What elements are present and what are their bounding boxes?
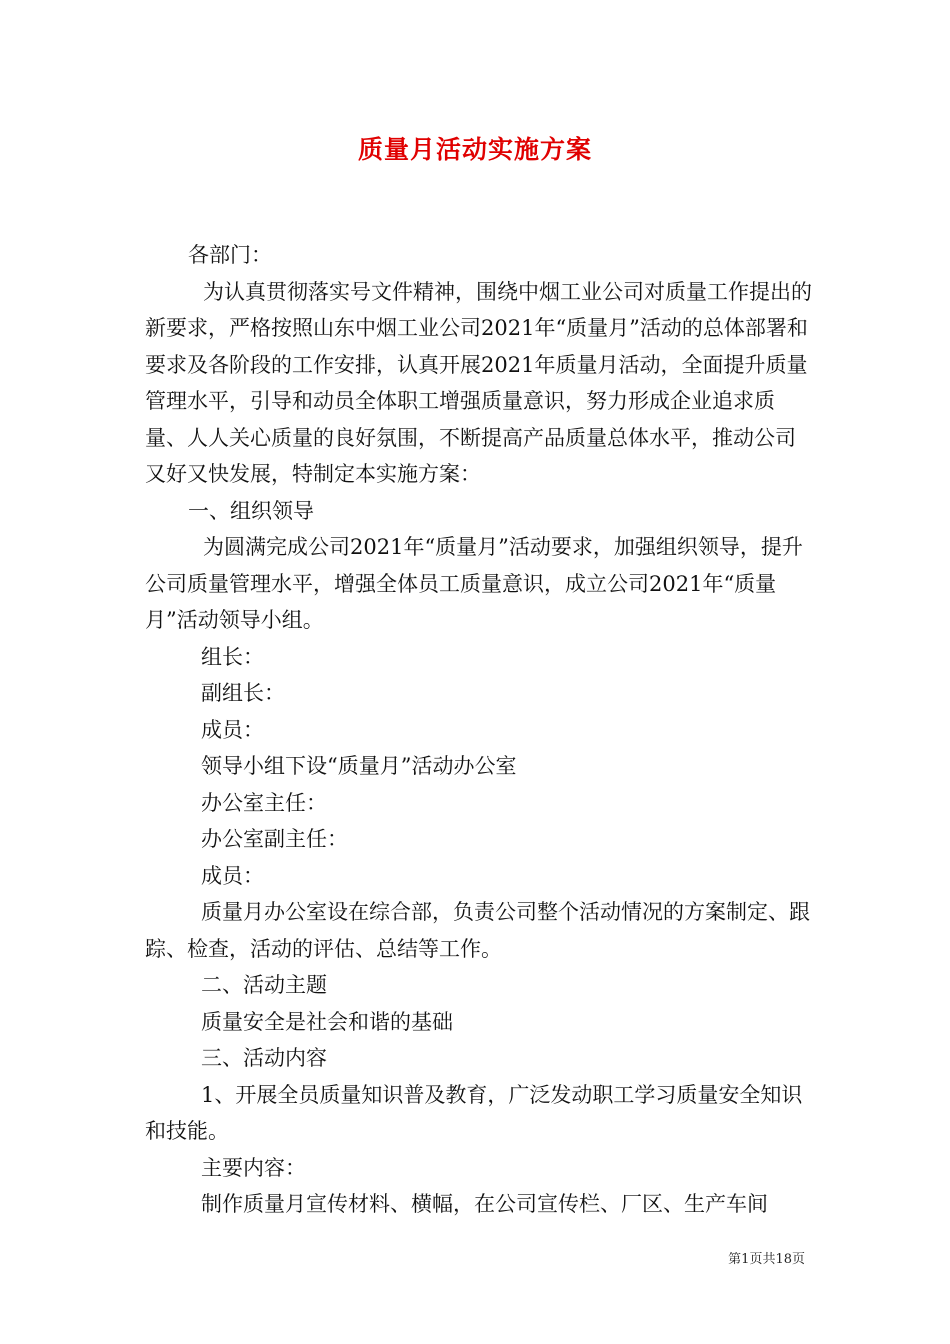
office-director-line: 办公室主任： xyxy=(201,790,327,815)
page-number: 第1页共18页 xyxy=(728,1252,805,1267)
section-heading-organization: 一、组织领导 xyxy=(188,498,314,523)
office-duties-paragraph: 质量月办公室设在综合部，负责公司整个活动情况的方案制定、跟踪、检查，活动的评估、总结等工作。 xyxy=(145,900,810,961)
office-members-line: 成员： xyxy=(201,863,264,888)
document-body xyxy=(145,237,815,1223)
section-heading-content: 三、活动内容 xyxy=(201,1046,327,1070)
intro-paragraph: 为认真贯彻落实号文件精神，围绕中烟工业公司对质量工作提出的新要求，严格按照山东中烟工业公司2021年“质量月”活动的总体部署和要求及各阶段的工作安排，认真开展2021年质量月活动，全面提升质量管理水平，引导和动员全体职工增强质量意识，努力形成企业追求质量、人人关心质量的良好氛围，不断提高产品质量总体水平，推动公司又好又快发展，特制定本实施方案： xyxy=(145,279,812,486)
main-content-heading: 主要内容： xyxy=(201,1155,306,1180)
main-content-paragraph: 制作质量月宣传材料、横幅，在公司宣传栏、厂区、生产车间 xyxy=(201,1192,768,1216)
members-line: 成员： xyxy=(201,717,264,742)
leader-line: 组长： xyxy=(201,644,264,669)
office-deputy-director-line: 办公室副主任： xyxy=(201,827,348,851)
deputy-leader-line: 副组长： xyxy=(201,681,285,705)
theme-line: 质量安全是社会和谐的基础 xyxy=(201,1009,453,1034)
salutation: 各部门： xyxy=(188,243,272,267)
section-heading-theme: 二、活动主题 xyxy=(201,973,327,997)
content-item-1: 1、开展全员质量知识普及教育，广泛发动职工学习质量安全知识和技能。 xyxy=(145,1082,803,1143)
organization-paragraph: 为圆满完成公司2021年“质量月”活动要求，加强组织领导，提升公司质量管理水平，增强全体员工质量意识，成立公司2021年“质量月”活动领导小组。 xyxy=(145,535,803,632)
document-title: 质量月活动实施方案 xyxy=(357,135,592,164)
office-line: 领导小组下设“质量月”活动办公室 xyxy=(201,754,517,778)
